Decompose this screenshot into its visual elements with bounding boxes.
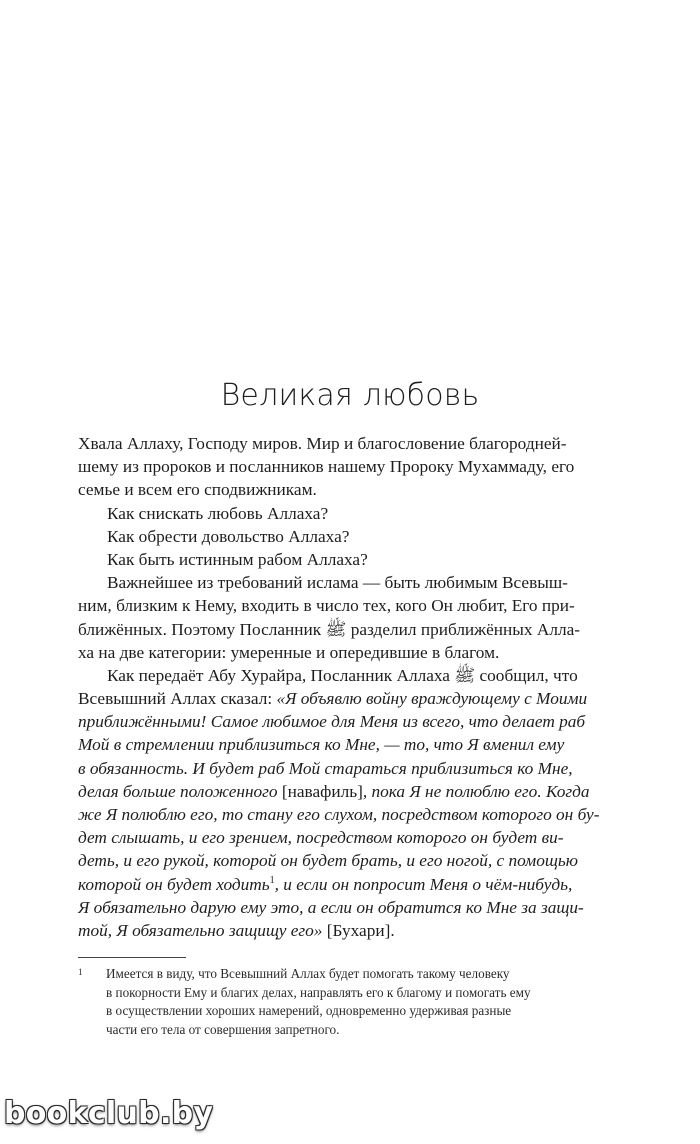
footnote-line: [78, 984, 623, 1003]
text-line: [78, 873, 623, 896]
footnote-line: [78, 1021, 623, 1040]
text-line: [78, 502, 623, 525]
italic-text: , пока Я не полюблю его. Когда: [362, 781, 590, 801]
text-line: [78, 733, 623, 756]
text-run: семье и всем его сподвижникам.: [78, 480, 317, 500]
text-line: [78, 455, 623, 478]
italic-text: же Я полюблю его, то стану его слухом, посредством которого он бу-: [78, 805, 600, 824]
footnote-divider: [78, 957, 186, 958]
footnote-text: в покорности Ему и благих делах, направлять его к благому и помогать ему: [106, 984, 531, 1000]
text-line: [78, 432, 623, 455]
text-run: Всевышний Аллах сказал:: [78, 689, 277, 709]
text-run: Как снискать любовь Аллаха?: [107, 503, 329, 523]
text-run: Хвала Аллаху, Господу миров. Мир и благословение благородней-: [78, 434, 567, 453]
italic-text: делая больше положенного: [78, 781, 282, 801]
italic-text: которой он будет ходить: [78, 874, 270, 894]
text-line: [78, 826, 623, 849]
text-line: [78, 618, 623, 641]
text-line: [78, 525, 623, 548]
footnote-line: [78, 1002, 623, 1021]
text-line: [78, 710, 623, 733]
footnote-text: части его тела от совершения запретного.: [106, 1021, 340, 1037]
text-line: [78, 687, 623, 710]
text-line: [78, 780, 623, 803]
text-line: [78, 919, 623, 942]
chapter-title: Великая любовь: [220, 378, 480, 413]
footnote-line: [78, 965, 623, 984]
text-line: [78, 896, 623, 919]
chapter-body: [78, 432, 623, 942]
italic-text: в обязанность. И будет раб Мой стараться приблизиться ко Мне,: [78, 758, 573, 778]
text-line: [78, 757, 623, 780]
text-line: [78, 664, 623, 687]
italic-text: Мой в стремлении приблизиться ко Мне, — то, что Я вменил ему: [78, 735, 565, 755]
text-line: [78, 594, 623, 617]
text-run: ближённых. Поэтому Посланник ﷺ разделил приближённых Алла-: [78, 619, 581, 639]
footnote-number: 1: [78, 967, 83, 977]
italic-text: приближёнными! Самое любимое для Меня из всего, что делает раб: [78, 712, 586, 732]
text-line: [78, 641, 623, 664]
text-line: [78, 478, 623, 501]
text-line: [78, 803, 623, 826]
text-line: [78, 548, 623, 571]
italic-text: Я обязательно дарую ему это, а если он обратится ко Мне за защи-: [78, 897, 584, 917]
text-run: [навафиль]: [281, 781, 363, 801]
italic-text: деть, и его рукой, которой он будет брать, и его ногой, с помощью: [78, 851, 578, 871]
text-run: Как передаёт Абу Хурайра, Посланник Аллаха ﷺ сообщил, что: [107, 665, 578, 685]
text-run: ха на две категории: умеренные и опередившие в благом.: [78, 642, 500, 662]
italic-text: «Я объявлю войну враждующему с Моими: [276, 689, 588, 709]
footnote-text: в осуществлении хороших намерений, одновременно удерживая разные: [106, 1003, 512, 1018]
text-run: Как обрести довольство Аллаха?: [107, 526, 350, 546]
text-run: ним, близким к Нему, входить в число тех, кого Он любит, Его при-: [78, 596, 575, 616]
italic-text: , и если он попросит Меня о чём-нибудь,: [274, 874, 573, 894]
footnote: [78, 965, 623, 1039]
text-run: Как быть истинным рабом Аллаха?: [107, 549, 368, 569]
text-run: Важнейшее из требований ислама — быть любимым Всевыш-: [107, 573, 568, 593]
footnote-reference: 1: [269, 874, 275, 886]
text-run: [Бухари].: [322, 920, 395, 940]
footnote-text: Имеется в виду, что Всевышний Аллах будет помогать такому человеку: [106, 966, 510, 981]
text-run: шему из пророков и посланников нашему Пророку Мухаммаду, его: [78, 457, 575, 477]
text-line: [78, 571, 623, 594]
site-watermark: bookclub.by: [4, 1096, 214, 1131]
italic-text: той, Я обязательно защищу его»: [78, 920, 323, 940]
italic-text: дет слышать, и его зрением, посредством которого он будет ви-: [78, 828, 564, 848]
text-line: [78, 849, 623, 872]
